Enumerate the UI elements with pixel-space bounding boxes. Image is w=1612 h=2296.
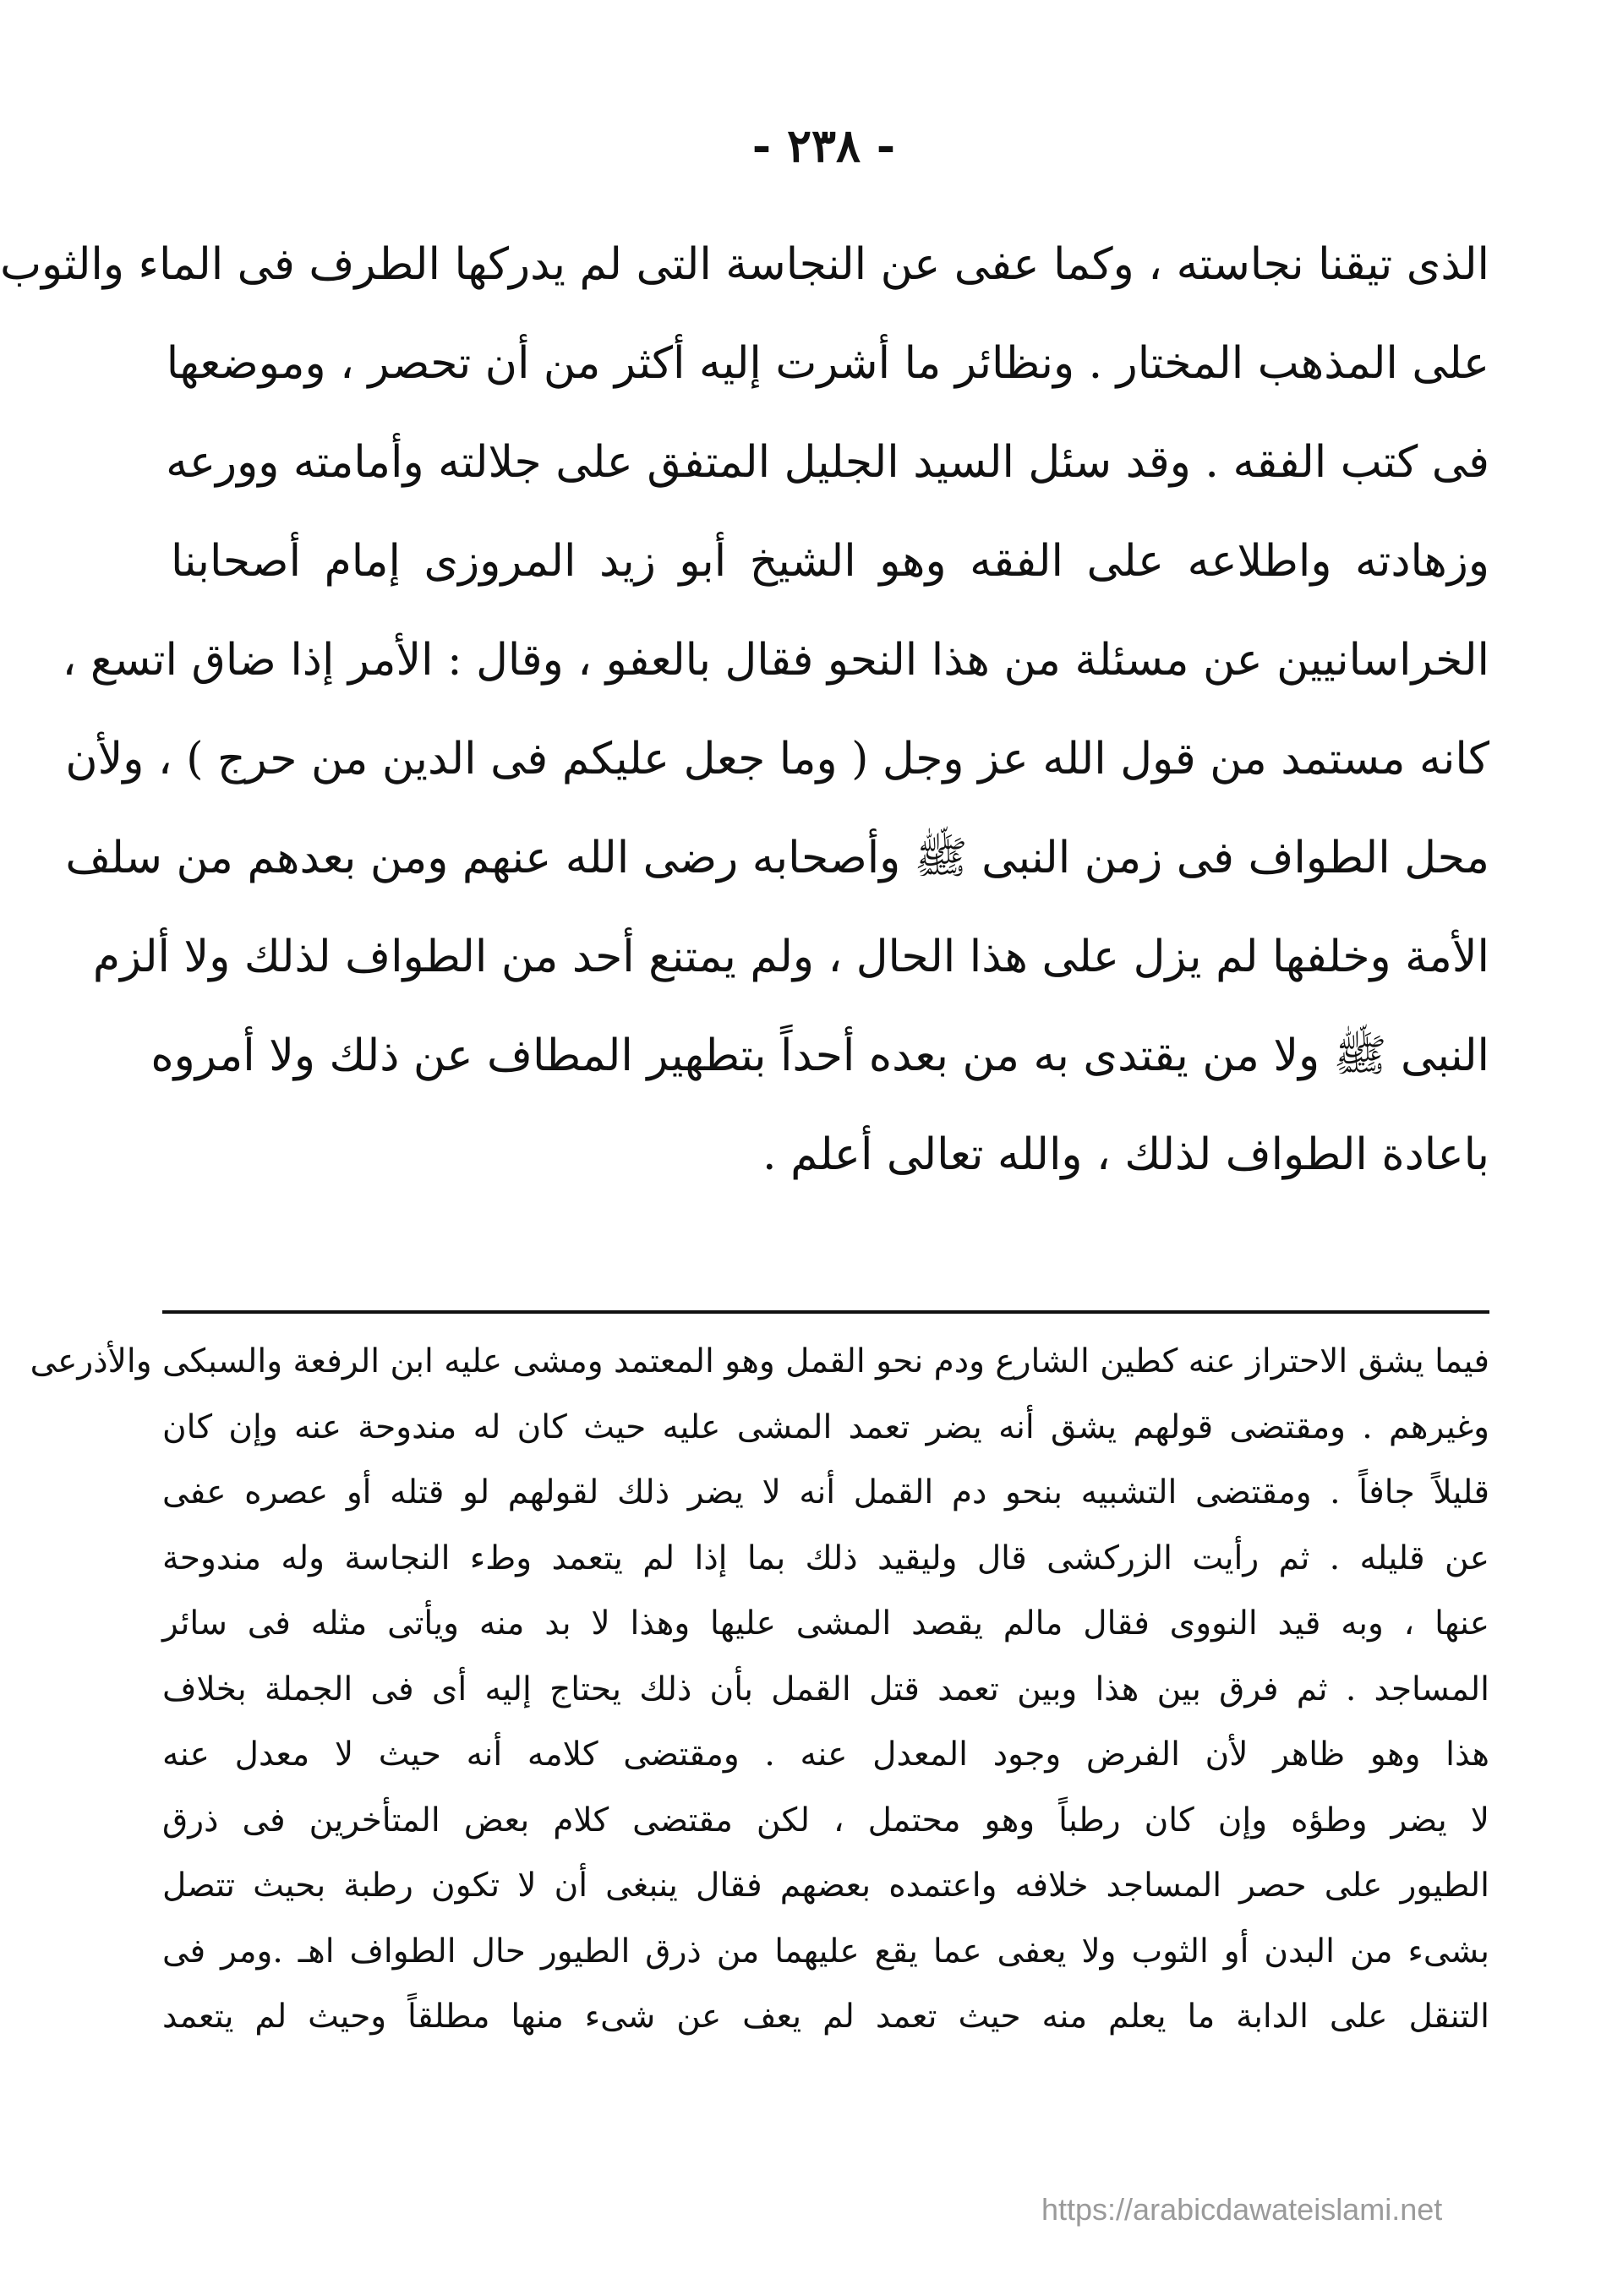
footnote-line: عن قليله . ثم رأيت الزركشى قال وليقيد ذلك بما إذا لم يتعمد وطء النجاسة وله مندوحة [162, 1539, 1489, 1577]
main-text-line: محل الطواف فى زمن النبى ﷺ وأصحابه رضى الله عنهم ومن بعدهم من سلف [65, 833, 1489, 883]
main-text [0, 216, 1489, 1205]
main-text-line: على المذهب المختار . ونظائر ما أشرت إليه أكثر من أن تحصر ، وموضعها [166, 338, 1489, 389]
main-text-line: وزهادته واطلاعه على الفقه وهو الشيخ أبو زيد المروزى إمام أصحابنا [171, 536, 1489, 587]
footnote-line: لا يضر وطؤه وإن كان رطباً وهو محتمل ، لكن مقتضى كلام بعض المتأخرين فى ذرق [162, 1801, 1489, 1840]
footnote-line: المساجد . ثم فرق بين هذا وبين تعمد قتل القمل بأن ذلك يحتاج إليه أى فى الجملة بخلاف [162, 1670, 1489, 1708]
main-text-line: الذى تيقنا نجاسته ، وكما عفى عن النجاسة التى لم يدركها الطرف فى الماء والثوب [0, 239, 1489, 290]
footnote-line: التنقل على الدابة ما يعلم منه حيث تعمد لم يعف عن شىء منها مطلقاً وحيث لم يتعمد [162, 1998, 1489, 2036]
main-text-line: الخراسانيين عن مسئلة من هذا النحو فقال بالعفو ، وقال : الأمر إذا ضاق اتسع ، [62, 635, 1489, 686]
watermark-url: https://arabicdawateislami.net [1041, 2192, 1443, 2227]
footnote-line: قليلاً جافاً . ومقتضى التشبيه بنحو دم القمل أنه لا يضر ذلك لقولهم لو قتله أو عصره عفى [162, 1473, 1489, 1512]
footnote-line: هذا وهو ظاهر لأن الفرض وجود المعدل عنه . ومقتضى كلامه أنه حيث لا معدل عنه [162, 1736, 1489, 1774]
footnote-line: الطيور على حصر المساجد خلافه واعتمده بعضهم فقال ينبغى أن لا تكون رطبة بحيث تتصل [162, 1867, 1489, 1905]
footnote-line: وغيرهم . ومقتضى قولهم يشق أنه يضر تعمد المشى عليه حيث كان له مندوحة عنه وإن كان [162, 1408, 1489, 1446]
main-text-line: كانه مستمد من قول الله عز وجل ( وما جعل عليكم فى الدين من حرج ) ، ولأن [65, 734, 1489, 784]
main-text-line: الأمة وخلفها لم يزل على هذا الحال ، ولم يمتنع أحد من الطواف لذلك ولا ألزم [92, 932, 1489, 982]
footnote-separator [162, 1310, 1489, 1314]
footnotes [30, 1329, 1489, 2050]
footnote-line: عنها ، وبه قيد النووى فقال مالم يقصد المشى عليها وهذا لا بد منه ويأتى مثله فى سائر [162, 1604, 1489, 1643]
page-number: - ٢٣٨ - [751, 118, 896, 172]
footnote-line: بشىء من البدن أو الثوب ولا يعفى عما يقع عليهما من ذرق الطيور حال الطواف اهـ .ومر فى [162, 1932, 1489, 1971]
main-text-line: فى كتب الفقه . وقد سئل السيد الجليل المتفق على جلالته وأمامته وورعه [166, 437, 1489, 488]
main-text-line: النبى ﷺ ولا من يقتدى به من بعده أحداً بتطهير المطاف عن ذلك ولا أمروه [150, 1030, 1489, 1081]
main-text-line: باعادة الطواف لذلك ، والله تعالى أعلم . [762, 1129, 1489, 1180]
footnote-line: فيما يشق الاحتراز عنه كطين الشارع ودم نحو القمل وهو المعتمد ومشى عليه ابن الرفعة والسبكى والأذرعى [30, 1342, 1489, 1380]
